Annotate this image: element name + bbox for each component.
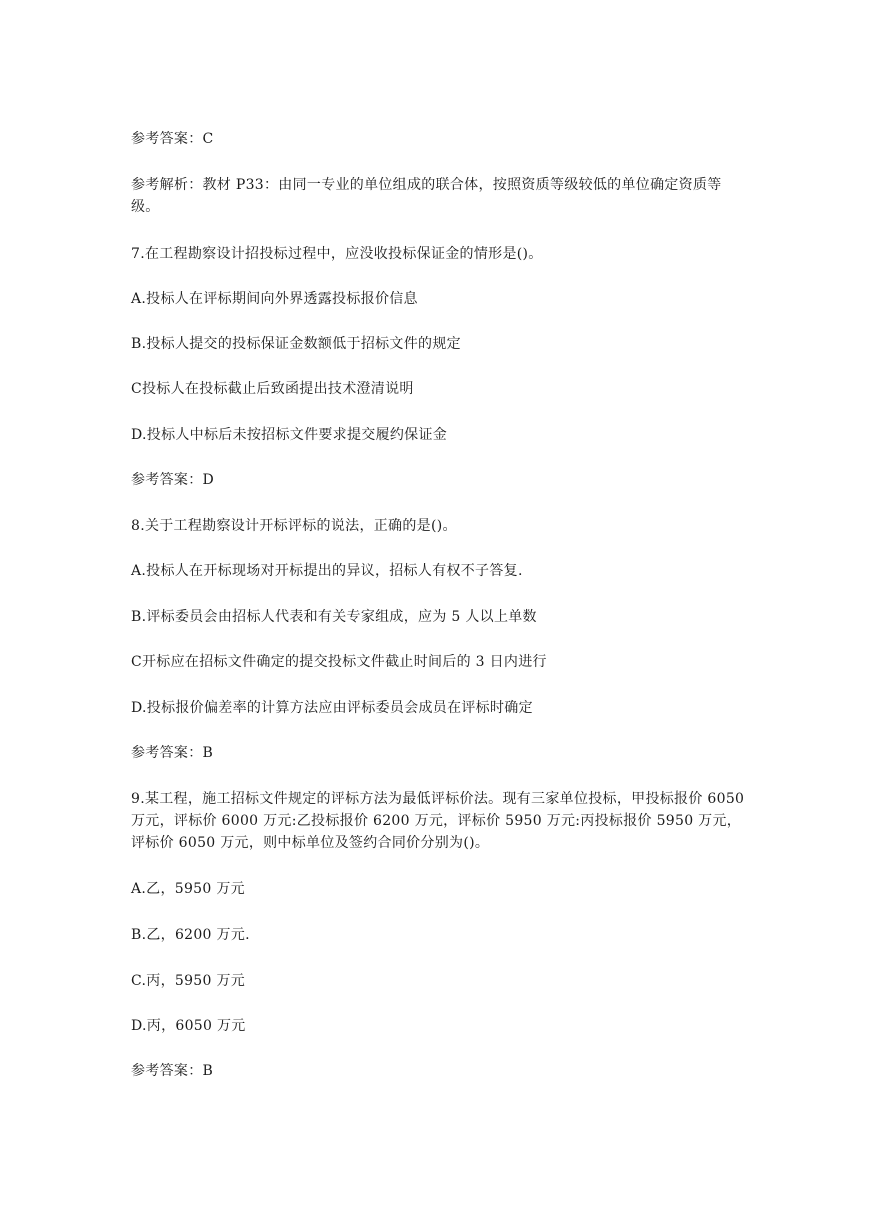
option-c: C.丙，5950 万元 xyxy=(131,973,246,989)
option-b: B.乙，6200 万元. xyxy=(131,927,250,943)
option-a: A.投标人在开标现场对开标提出的异议，招标人有权不子答复. xyxy=(131,563,523,579)
option-d: D.投标报价偏差率的计算方法应由评标委员会成员在评标时确定 xyxy=(131,700,533,716)
option-a: A.投标人在评标期间向外界透露投标报价信息 xyxy=(131,291,418,307)
answer-line: 参考答案：C xyxy=(131,131,214,147)
answer-line: 参考答案：B xyxy=(131,745,214,761)
option-b: B.投标人提交的投标保证金数额低于招标文件的规定 xyxy=(131,336,461,352)
answer-line: 参考答案：D xyxy=(131,472,215,488)
question-9: 9.某工程，施工招标文件规定的评标方法为最低评标价法。现有三家单位投标，甲投标报价 6050 万元，评标价 6000 万元:乙投标报价 6200 万元，评标价 5950 万元:丙投标报价 5950 万元，评标价 6050 万元，则中标单位及签约合同价分别为()。 xyxy=(131,791,745,851)
option-d: D.投标人中标后未按招标文件要求提交履约保证金 xyxy=(131,427,448,443)
option-c: C开标应在招标文件确定的提交投标文件截止时间后的 3 日内进行 xyxy=(131,654,547,670)
question-7: 7.在工程勘察设计招投标过程中，应没收投标保证金的情形是()。 xyxy=(131,246,543,262)
option-a: A.乙，5950 万元 xyxy=(131,881,245,897)
option-b: B.评标委员会由招标人代表和有关专家组成，应为 5 人以上单数 xyxy=(131,609,537,625)
option-c: C投标人在投标截止后致函提出技术澄清说明 xyxy=(131,381,414,397)
option-d: D.丙，6050 万元 xyxy=(131,1018,246,1034)
question-8: 8.关于工程勘察设计开标评标的说法，正确的是()。 xyxy=(131,518,457,534)
explanation-paragraph: 参考解析：教材 P33：由同一专业的单位组成的联合体，按照资质等级较低的单位确定资质等级。 xyxy=(131,177,722,215)
answer-line: 参考答案：B xyxy=(131,1063,214,1079)
